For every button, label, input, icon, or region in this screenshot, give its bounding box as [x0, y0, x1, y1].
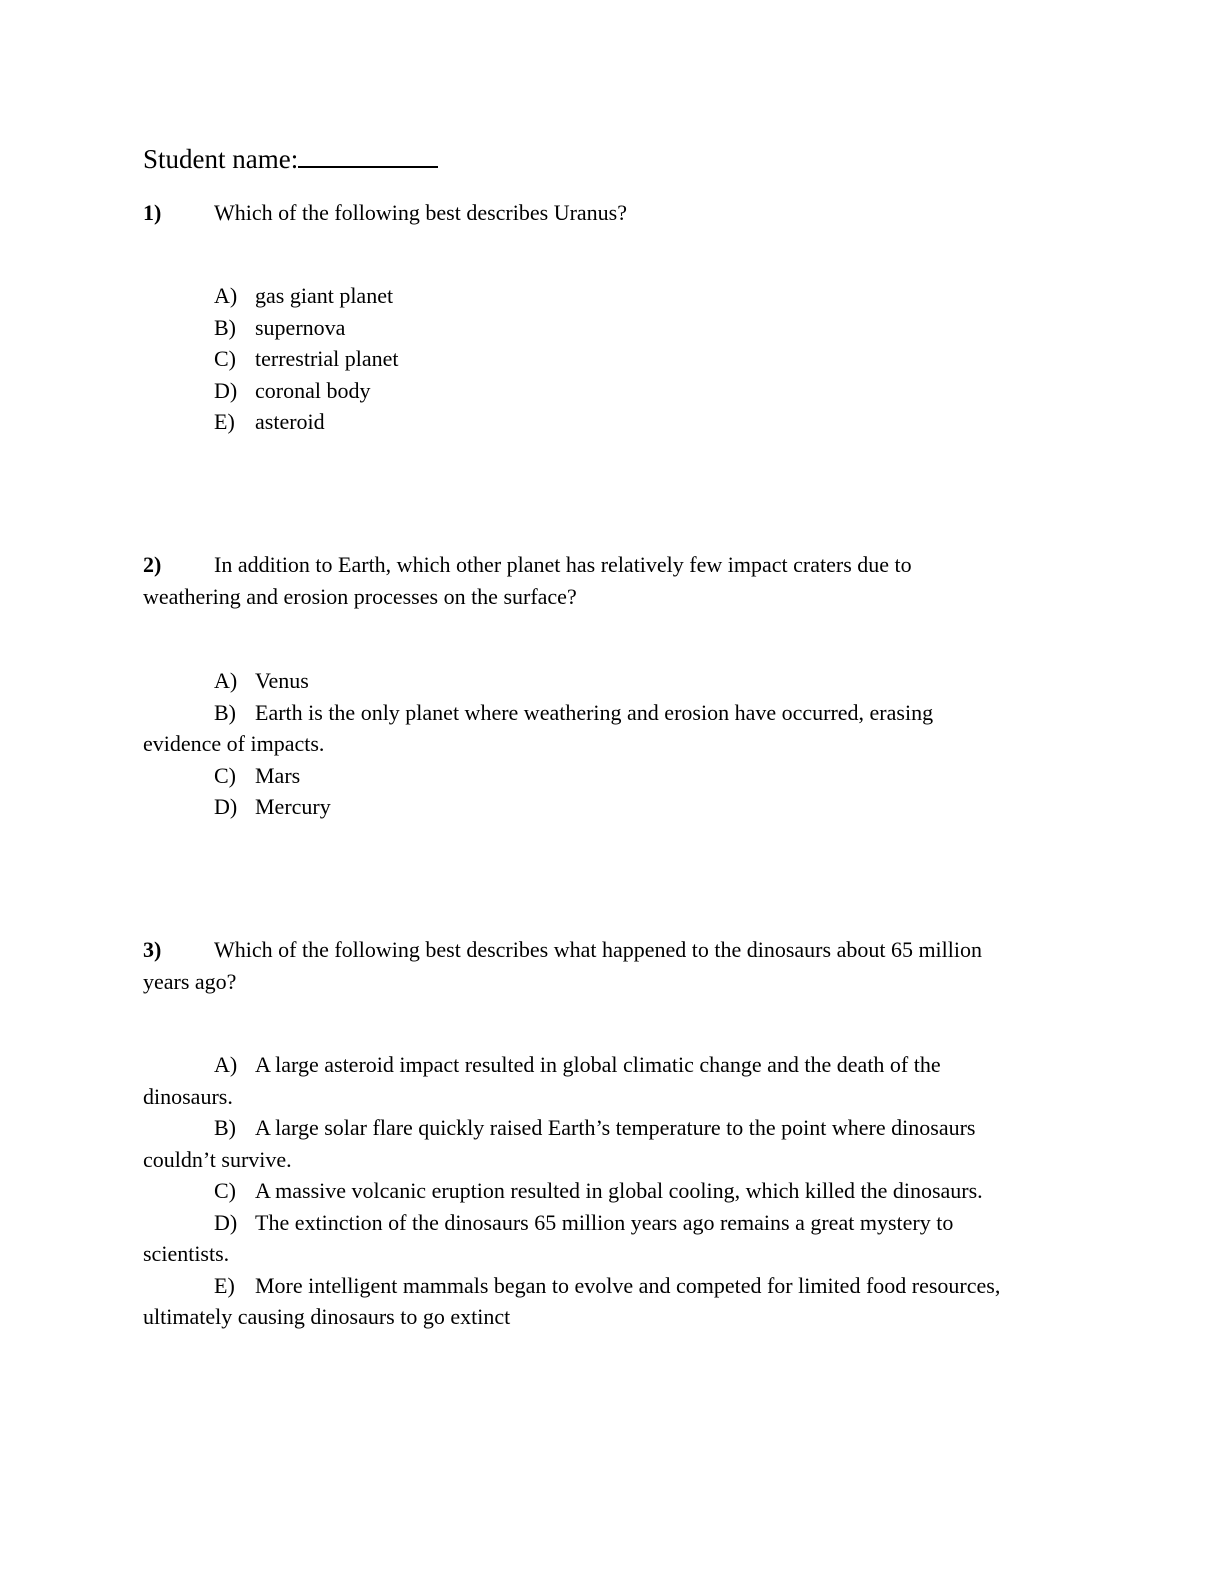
- option-letter: A): [214, 668, 238, 693]
- option-e-cont: ultimately causing dinosaurs to go extinct: [143, 1304, 511, 1329]
- question-2-prompt: [143, 549, 1073, 581]
- option-letter: C): [214, 1178, 236, 1203]
- option-letter: D): [214, 1209, 238, 1235]
- question-3-prompt-cont: years ago?: [143, 969, 237, 994]
- option-a-cont: dinosaurs.: [143, 1083, 233, 1109]
- option-text: coronal body: [255, 377, 371, 403]
- option-a[interactable]: [143, 280, 1073, 312]
- option-text: More intelligent mammals began to evolve and competed for limited food resources,: [255, 1272, 1001, 1298]
- option-letter: D): [214, 377, 238, 403]
- option-d-cont: scientists.: [143, 1241, 230, 1266]
- question-1-prompt: [143, 197, 1073, 229]
- option-letter: D): [214, 794, 238, 819]
- student-name-line: [143, 140, 438, 177]
- question-3-prompt: [143, 934, 1073, 966]
- question-number: 3): [143, 937, 162, 962]
- option-c[interactable]: [143, 343, 1073, 375]
- option-b[interactable]: [143, 697, 1073, 729]
- option-letter: A): [214, 283, 238, 308]
- option-d[interactable]: [143, 1207, 1073, 1239]
- option-letter: E): [214, 409, 235, 434]
- option-letter: C): [214, 346, 236, 371]
- option-e[interactable]: [143, 1270, 1073, 1302]
- option-c[interactable]: [143, 1175, 1073, 1207]
- option-text: Earth is the only planet where weathering and erosion have occurred, erasing: [255, 699, 934, 725]
- option-text: supernova: [255, 314, 346, 340]
- option-a[interactable]: [143, 665, 1073, 697]
- option-b-cont: evidence of impacts.: [143, 731, 325, 756]
- option-text: A large solar flare quickly raised Earth’s temperature to the point where dinosaurs: [255, 1115, 976, 1140]
- question-2-prompt-cont: weathering and erosion processes on the surface?: [143, 584, 577, 609]
- question-text: Which of the following best describes Uranus?: [214, 200, 627, 225]
- option-a[interactable]: [143, 1049, 1073, 1081]
- question-3-options: [143, 1049, 1073, 1333]
- option-text: Mars: [255, 762, 301, 788]
- option-text: A large asteroid impact resulted in global climatic change and the death of the: [255, 1052, 941, 1077]
- option-text: Venus: [255, 668, 309, 693]
- option-b[interactable]: [143, 312, 1073, 344]
- option-letter: A): [214, 1052, 238, 1077]
- option-letter: E): [214, 1272, 235, 1298]
- option-text: Mercury: [255, 794, 331, 819]
- student-name-label: Student name:: [143, 144, 299, 174]
- option-text: A massive volcanic eruption resulted in global cooling, which killed the dinosaurs.: [255, 1178, 983, 1203]
- question-1-options: [143, 280, 1073, 438]
- question-2-options: [143, 665, 1073, 823]
- option-b[interactable]: [143, 1112, 1073, 1144]
- question-1: [143, 197, 1073, 229]
- option-b-cont: couldn’t survive.: [143, 1146, 292, 1172]
- option-letter: B): [214, 699, 236, 725]
- option-text: terrestrial planet: [255, 346, 399, 371]
- option-letter: C): [214, 762, 236, 788]
- question-number: 1): [143, 200, 162, 225]
- option-d[interactable]: [143, 375, 1073, 407]
- option-e[interactable]: [143, 406, 1073, 438]
- option-text: gas giant planet: [255, 283, 394, 308]
- option-letter: B): [214, 314, 236, 340]
- question-3: [143, 934, 1073, 998]
- option-c[interactable]: [143, 760, 1073, 792]
- option-text: The extinction of the dinosaurs 65 million years ago remains a great mystery to: [255, 1209, 954, 1235]
- option-d[interactable]: [143, 791, 1073, 823]
- option-letter: B): [214, 1115, 236, 1140]
- question-number: 2): [143, 552, 162, 577]
- question-2: [143, 549, 1073, 613]
- student-name-blank[interactable]: [298, 140, 438, 168]
- question-text: In addition to Earth, which other planet has relatively few impact craters due to: [214, 552, 912, 577]
- question-text: Which of the following best describes what happened to the dinosaurs about 65 million: [214, 937, 983, 962]
- option-text: asteroid: [255, 409, 325, 434]
